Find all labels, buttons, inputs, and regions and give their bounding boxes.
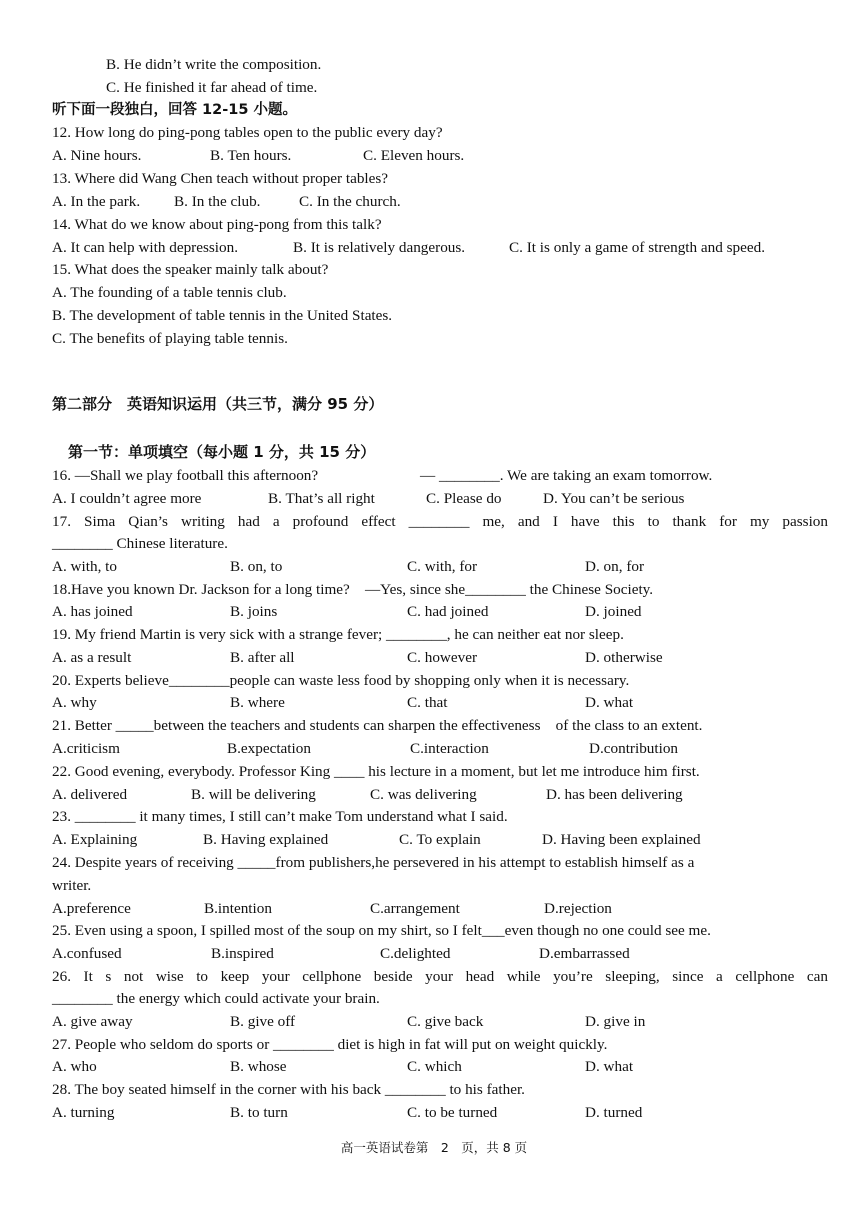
option-b: B. whose (230, 1058, 287, 1075)
question-18-stem: 18.Have you known Dr. Jackson for a long time? —Yes, since she________ the Chinese Society. (52, 581, 654, 598)
option-a: A. has joined (52, 603, 133, 620)
option-d: D. otherwise (585, 649, 663, 666)
option-a: A.confused (52, 945, 122, 962)
option-c: C. which (407, 1058, 462, 1075)
question-12-stem: 12. How long do ping-pong tables open to the public every day? (52, 124, 443, 141)
option-a: A. who (52, 1058, 97, 1075)
option-b: B. In the club. (174, 193, 261, 210)
question-28-stem: 28. The boy seated himself in the corner with his back ________ to his father. (52, 1081, 525, 1098)
option-a: A. with, to (52, 558, 117, 575)
option-b: B. That’s all right (268, 490, 375, 507)
monologue-instruction: 听下面一段独白，回答 12-15 小题。 (52, 102, 297, 118)
option-a: A. delivered (52, 786, 128, 803)
question-15-option-b: B. The development of table tennis in the United States. (52, 307, 393, 324)
question-26-line2: ________ the energy which could activate your brain. (52, 990, 380, 1007)
option-d: D. turned (585, 1104, 643, 1121)
question-19-stem: 19. My friend Martin is very sick with a strange fever; ________, he can neither eat nor sleep. (52, 626, 624, 643)
option-b: B.inspired (211, 945, 274, 962)
option-d: D. on, for (585, 558, 645, 575)
option-a: A. turning (52, 1104, 115, 1121)
question-15-option-c: C. The benefits of playing table tennis. (52, 330, 288, 347)
question-27-stem: 27. People who seldom do sports or ________ diet is high in fat will put on weight quickly. (52, 1036, 608, 1053)
option-b: B. after all (230, 649, 295, 666)
option-d: D. You can’t be serious (543, 490, 685, 507)
option-d: D. Having been explained (542, 831, 701, 848)
option-b: B. will be delivering (191, 786, 316, 803)
option-b: B. joins (230, 603, 278, 620)
option-b: B. It is relatively dangerous. (293, 239, 466, 256)
option-c: C. To explain (399, 831, 481, 848)
page-footer: 高一英语试卷第 2 页，共 8 页 (340, 1140, 528, 1155)
question-23-stem: 23. ________ it many times, I still can’t make Tom understand what I said. (52, 808, 508, 825)
option-c: C. It is only a game of strength and speed. (509, 239, 766, 256)
option-a: A.preference (52, 900, 131, 917)
option-c: C. that (407, 694, 448, 711)
question-25-stem: 25. Even using a spoon, I spilled most of the soup on my shirt, so I felt___even though no one could see me. (52, 922, 711, 939)
option-a: A.criticism (52, 740, 120, 757)
option-c: C. Please do (426, 490, 502, 507)
option-d: D. has been delivering (546, 786, 683, 803)
question-17-line2: ________ Chinese literature. (52, 535, 228, 552)
question-16-stem-b: — ________. We are taking an exam tomorrow. (420, 467, 713, 484)
option-a: A. In the park. (52, 193, 141, 210)
option-c: C.arrangement (370, 900, 460, 917)
option-d: D.contribution (589, 740, 679, 757)
question-26-line1: 26. It s not wise to keep your cellphone beside your head while you’re sleeping, since a cellphone can (52, 968, 828, 985)
question-15-stem: 15. What does the speaker mainly talk about? (52, 261, 329, 278)
option-c: C. had joined (407, 603, 489, 620)
option-b: B. Ten hours. (210, 147, 292, 164)
option-c: C.delighted (380, 945, 451, 962)
option-c: C. In the church. (299, 193, 401, 210)
option-b: B.expectation (227, 740, 311, 757)
option-c: C. however (407, 649, 478, 666)
option-11c: C. He finished it far ahead of time. (106, 79, 318, 96)
option-c: C.interaction (410, 740, 489, 757)
question-24-line1: 24. Despite years of receiving _____from publishers,he persevered in his attempt to establish himself as a (52, 854, 695, 871)
option-c: C. Eleven hours. (363, 147, 465, 164)
part2-title: 第二部分 英语知识运用（共三节，满分 95 分） (52, 395, 384, 413)
option-a: A. Nine hours. (52, 147, 142, 164)
option-a: A. as a result (52, 649, 132, 666)
option-b: B. to turn (230, 1104, 288, 1121)
option-b: B. where (230, 694, 285, 711)
option-a: A. I couldn’t agree more (52, 490, 202, 507)
option-11b: B. He didn’t write the composition. (106, 56, 322, 73)
option-a: A. It can help with depression. (52, 239, 239, 256)
option-b: B. give off (230, 1013, 296, 1030)
question-16-stem-a: 16. —Shall we play football this afternoon? (52, 467, 319, 484)
option-d: D. joined (585, 603, 642, 620)
option-d: D. what (585, 694, 634, 711)
option-d: D.rejection (544, 900, 612, 917)
question-14-stem: 14. What do we know about ping-pong from this talk? (52, 216, 382, 233)
question-22-stem: 22. Good evening, everybody. Professor King ____ his lecture in a moment, but let me introduce him first. (52, 763, 700, 780)
option-b: B.intention (204, 900, 272, 917)
option-d: D. give in (585, 1013, 646, 1030)
option-b: B. Having explained (203, 831, 329, 848)
option-c: C. was delivering (370, 786, 477, 803)
question-21-stem: 21. Better _____between the teachers and students can sharpen the effectiveness of the class to an extent. (52, 717, 703, 734)
section1-title: 第一节：单项填空（每小题 1 分，共 15 分） (68, 443, 376, 461)
option-c: C. to be turned (407, 1104, 498, 1121)
option-c: C. give back (407, 1013, 484, 1030)
option-c: C. with, for (407, 558, 478, 575)
question-20-stem: 20. Experts believe________people can waste less food by shopping only when it is necessary. (52, 672, 630, 689)
option-d: D.embarrassed (539, 945, 630, 962)
question-15-option-a: A. The founding of a table tennis club. (52, 284, 287, 301)
option-d: D. what (585, 1058, 634, 1075)
option-a: A. Explaining (52, 831, 138, 848)
option-a: A. give away (52, 1013, 133, 1030)
question-17-line1: 17. Sima Qian’s writing had a profound effect ________ me, and I have this to thank for my passion (52, 513, 828, 530)
question-24-line2: writer. (52, 877, 92, 894)
option-b: B. on, to (230, 558, 283, 575)
option-a: A. why (52, 694, 97, 711)
question-13-stem: 13. Where did Wang Chen teach without proper tables? (52, 170, 389, 187)
